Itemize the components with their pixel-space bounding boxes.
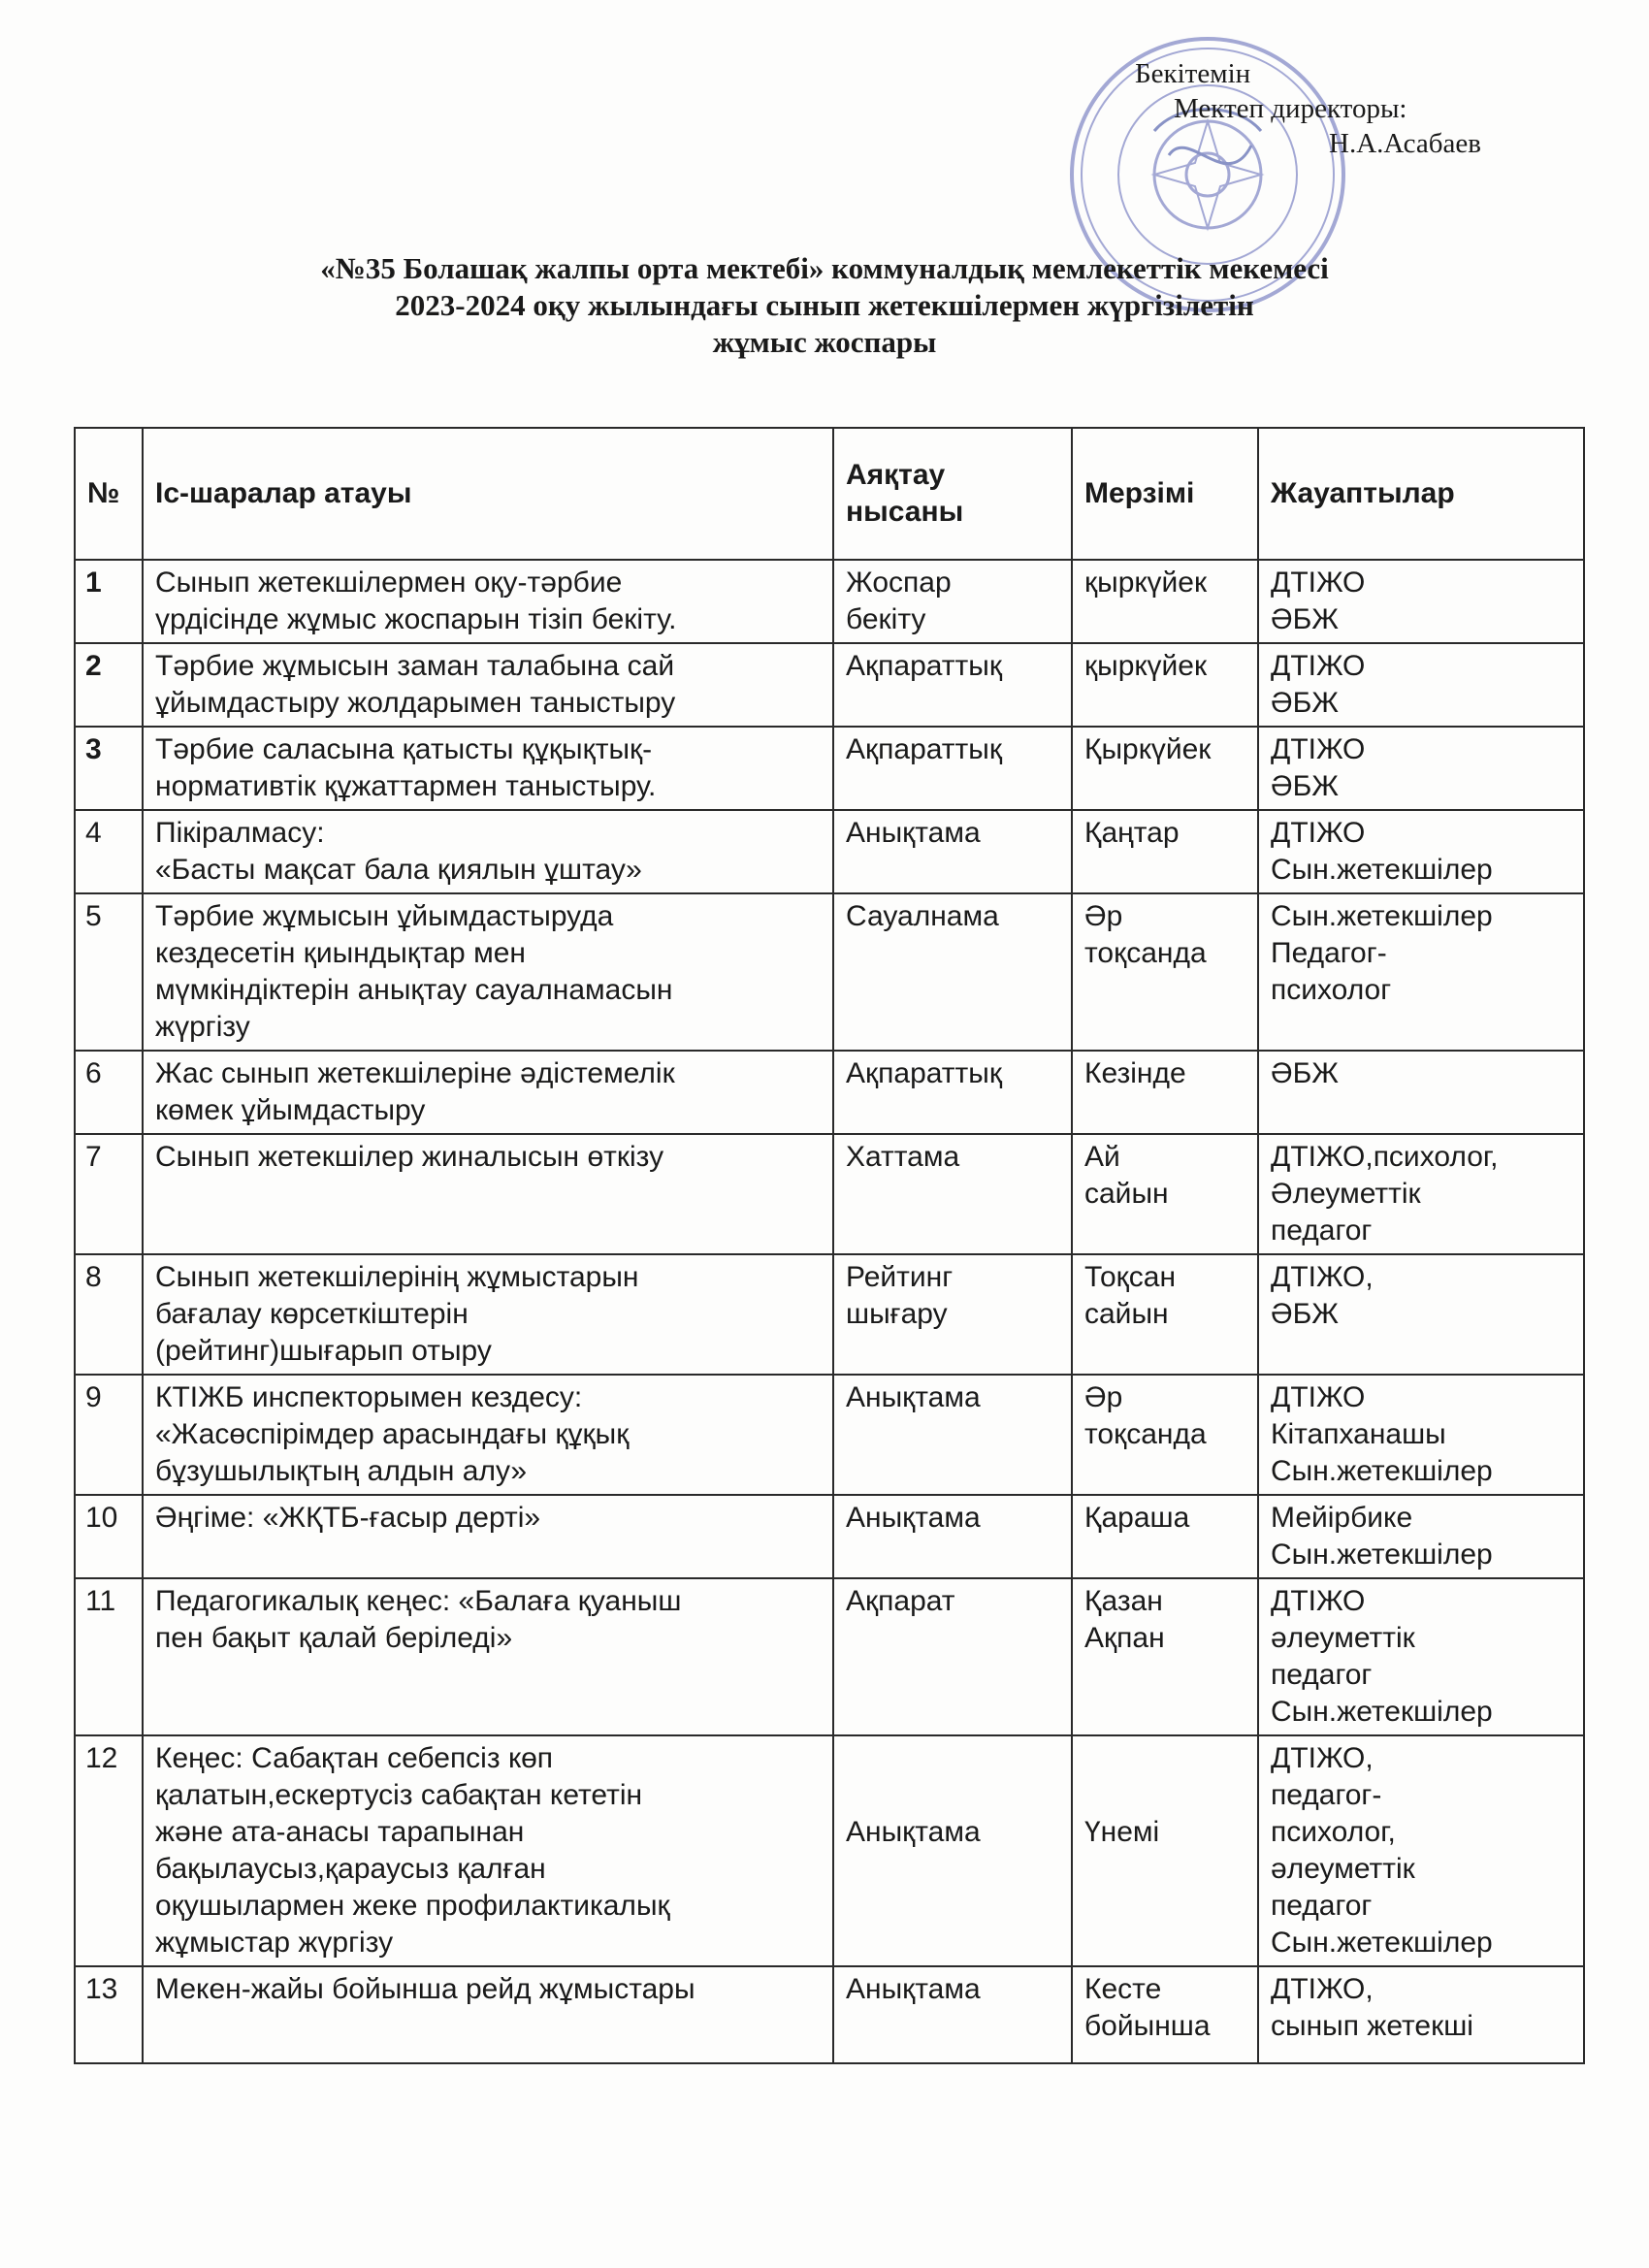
row-number: 6: [75, 1051, 143, 1134]
responsible-cell: [1258, 1051, 1584, 1134]
event-name-cell: [143, 1375, 833, 1495]
responsible-cell-line: Мейірбике: [1271, 1502, 1413, 1534]
term-cell: [1072, 1966, 1258, 2063]
completion-form-cell: [833, 1134, 1072, 1254]
row-number: 13: [75, 1966, 143, 2063]
term-cell: [1072, 1735, 1258, 1966]
term-cell-line: Ай: [1084, 1141, 1120, 1173]
header-responsible: Жауаптылар: [1258, 428, 1584, 560]
responsible-cell-line: ӘБЖ: [1271, 1298, 1339, 1330]
completion-form-cell: [833, 560, 1072, 643]
responsible-cell-line: ДТІЖО,: [1271, 1973, 1374, 2005]
header-completion-form-line: нысаны: [846, 496, 964, 528]
approval-approved-label: Бекітемін: [1135, 58, 1251, 89]
event-name-cell-line: (рейтинг)шығарып отыру: [155, 1335, 492, 1367]
completion-form-cell-line: Жоспар: [846, 567, 952, 599]
header-completion-form: [833, 428, 1072, 560]
responsible-cell-line: ДТІЖО: [1271, 733, 1366, 765]
responsible-cell-line: педагог: [1271, 1890, 1373, 1922]
work-plan-table: [74, 427, 1585, 2064]
responsible-cell: [1258, 643, 1584, 727]
completion-form-cell: [833, 1966, 1072, 2063]
responsible-cell-line: ДТІЖО,: [1271, 1261, 1374, 1293]
term-cell-line: Қаңтар: [1084, 817, 1180, 849]
responsible-cell-line: Сын.жетекшілер: [1271, 1696, 1493, 1728]
term-cell-line: қыркүйек: [1084, 650, 1208, 682]
event-name-cell: [143, 560, 833, 643]
table-row: [75, 1254, 1584, 1375]
event-name-cell: [143, 1051, 833, 1134]
event-name-cell: [143, 1495, 833, 1578]
document-title: [146, 250, 1504, 361]
term-cell-line: Қазан: [1084, 1585, 1163, 1617]
term-cell-line: Әр: [1084, 900, 1123, 932]
completion-form-cell-line: Ақпараттық: [846, 1057, 1002, 1089]
title-line-2: 2023-2024 оқу жылындағы сынып жетекшілермен жүргізілетін: [395, 288, 1254, 322]
event-name-cell-line: кездесетін қиындықтар мен: [155, 937, 526, 969]
event-name-cell-line: жүргізу: [155, 1011, 250, 1043]
table-row: [75, 1051, 1584, 1134]
table-row: [75, 1495, 1584, 1578]
responsible-cell: [1258, 810, 1584, 893]
responsible-cell: [1258, 1735, 1584, 1966]
responsible-cell-line: Педагог-: [1271, 937, 1387, 969]
responsible-cell-line: ДТІЖО,психолог,: [1271, 1141, 1499, 1173]
row-number: 1: [75, 560, 143, 643]
row-number: 8: [75, 1254, 143, 1375]
completion-form-cell-line: Ақпараттық: [846, 650, 1002, 682]
table-header-row: [75, 428, 1584, 560]
term-cell: [1072, 893, 1258, 1051]
event-name-cell-line: Сынып жетекшілермен оқу-тәрбие: [155, 567, 623, 599]
event-name-cell: [143, 1735, 833, 1966]
term-cell-line: Қараша: [1084, 1502, 1190, 1534]
completion-form-cell: [833, 1578, 1072, 1735]
event-name-cell-line: бақылаусыз,қараусыз қалған: [155, 1853, 546, 1885]
event-name-cell-line: Кеңес: Сабақтан себепсіз көп: [155, 1742, 553, 1774]
completion-form-cell: [833, 1735, 1072, 1966]
responsible-cell-line: Кітапханашы: [1271, 1418, 1446, 1450]
term-cell-line: бойынша: [1084, 2010, 1211, 2042]
table-row: [75, 810, 1584, 893]
completion-form-cell: [833, 1051, 1072, 1134]
responsible-cell: [1258, 1375, 1584, 1495]
table-row: [75, 1966, 1584, 2063]
event-name-cell-line: Сынып жетекшілер жиналысын өткізу: [155, 1141, 664, 1173]
event-name-cell-line: Тәрбие саласына қатысты құқықтық-: [155, 733, 653, 765]
completion-form-cell-line: Анықтама: [846, 1381, 981, 1413]
completion-form-cell: [833, 643, 1072, 727]
table-row: [75, 560, 1584, 643]
responsible-cell-line: Сын.жетекшілер: [1271, 900, 1493, 932]
term-cell: [1072, 1254, 1258, 1375]
event-name-cell-line: «Басты мақсат бала қиялын ұштау»: [155, 854, 642, 886]
table-row: [75, 893, 1584, 1051]
event-name-cell-line: Сынып жетекшілерінің жұмыстарын: [155, 1261, 639, 1293]
responsible-cell-line: ӘБЖ: [1271, 1057, 1339, 1089]
term-cell-line: Қыркүйек: [1084, 733, 1212, 765]
event-name-cell-line: Әңгіме: «ЖҚТБ-ғасыр дерті»: [155, 1502, 541, 1534]
responsible-cell-line: ӘБЖ: [1271, 687, 1339, 719]
completion-form-cell-line: шығару: [846, 1298, 948, 1330]
responsible-cell-line: ДТІЖО: [1271, 1381, 1366, 1413]
term-cell-line: қыркүйек: [1084, 567, 1208, 599]
table-row: [75, 643, 1584, 727]
event-name-cell-line: үрдісінде жұмыс жоспарын тізіп бекіту.: [155, 603, 677, 635]
responsible-cell-line: Сын.жетекшілер: [1271, 1927, 1493, 1959]
completion-form-cell-line: Анықтама: [846, 1502, 981, 1534]
responsible-cell-line: әлеуметтік: [1271, 1853, 1415, 1885]
table-row: [75, 1375, 1584, 1495]
completion-form-cell-line: Ақпарат: [846, 1585, 955, 1617]
row-number: 9: [75, 1375, 143, 1495]
row-number: 10: [75, 1495, 143, 1578]
row-number: 12: [75, 1735, 143, 1966]
responsible-cell: [1258, 1134, 1584, 1254]
term-cell-line: Кесте: [1084, 1973, 1162, 2005]
event-name-cell: [143, 893, 833, 1051]
title-line-3: жұмыс жоспары: [712, 325, 937, 359]
header-event-name: Іс-шаралар атауы: [143, 428, 833, 560]
term-cell: [1072, 1134, 1258, 1254]
event-name-cell-line: Тәрбие жұмысын заман талабына сай: [155, 650, 675, 682]
event-name-cell-line: Мекен-жайы бойынша рейд жұмыстары: [155, 1973, 695, 2005]
responsible-cell: [1258, 1495, 1584, 1578]
term-cell-line: [1084, 1777, 1247, 1814]
term-cell: [1072, 1495, 1258, 1578]
term-cell-line: [1084, 1740, 1247, 1777]
responsible-cell-line: ДТІЖО: [1271, 567, 1366, 599]
event-name-cell: [143, 727, 833, 810]
completion-form-cell: [833, 810, 1072, 893]
event-name-cell-line: пен бақыт қалай беріледі»: [155, 1622, 513, 1654]
responsible-cell-line: педагог-: [1271, 1779, 1382, 1811]
event-name-cell: [143, 643, 833, 727]
responsible-cell-line: ДТІЖО,: [1271, 1742, 1374, 1774]
row-number: 4: [75, 810, 143, 893]
approval-director-name: Н.А.Асабаев: [1329, 128, 1481, 159]
responsible-cell: [1258, 1254, 1584, 1375]
completion-form-cell-line: [846, 1777, 1061, 1814]
term-cell-line: Тоқсан: [1084, 1261, 1177, 1293]
completion-form-cell-line: Ақпараттық: [846, 733, 1002, 765]
row-number: 3: [75, 727, 143, 810]
event-name-cell-line: «Жасөспірімдер арасындағы құқық: [155, 1418, 630, 1450]
term-cell-line: Кезінде: [1084, 1057, 1186, 1089]
responsible-cell-line: ДТІЖО: [1271, 817, 1366, 849]
term-cell: [1072, 1375, 1258, 1495]
event-name-cell: [143, 1134, 833, 1254]
responsible-cell: [1258, 727, 1584, 810]
responsible-cell-line: сынып жетекші: [1271, 2010, 1473, 2042]
responsible-cell-line: ДТІЖО: [1271, 650, 1366, 682]
event-name-cell-line: Педагогикалық кеңес: «Балаға қуаныш: [155, 1585, 682, 1617]
responsible-cell: [1258, 1578, 1584, 1735]
term-cell-line: сайын: [1084, 1178, 1169, 1210]
event-name-cell-line: және ата-анасы тарапынан: [155, 1816, 525, 1848]
row-number: 11: [75, 1578, 143, 1735]
event-name-cell-line: Пікіралмасу:: [155, 817, 325, 849]
term-cell: [1072, 1051, 1258, 1134]
completion-form-cell-line: Рейтинг: [846, 1261, 954, 1293]
term-cell-line: тоқсанда: [1084, 1418, 1207, 1450]
completion-form-cell: [833, 727, 1072, 810]
term-cell: [1072, 727, 1258, 810]
event-name-cell-line: Тәрбие жұмысын ұйымдастыруда: [155, 900, 614, 932]
responsible-cell-line: ДТІЖО: [1271, 1585, 1366, 1617]
term-cell-line: сайын: [1084, 1298, 1169, 1330]
responsible-cell-line: психолог,: [1271, 1816, 1396, 1848]
row-number: 2: [75, 643, 143, 727]
event-name-cell: [143, 1578, 833, 1735]
header-number: №: [75, 428, 143, 560]
table-row: [75, 1134, 1584, 1254]
completion-form-cell: [833, 893, 1072, 1051]
responsible-cell-line: Сын.жетекшілер: [1271, 1539, 1493, 1571]
responsible-cell-line: педагог: [1271, 1215, 1373, 1247]
completion-form-cell-line: Хаттама: [846, 1141, 960, 1173]
responsible-cell-line: Әлеуметтік: [1271, 1178, 1421, 1210]
approval-block: [1135, 56, 1481, 161]
event-name-cell-line: КТІЖБ инспекторымен кездесу:: [155, 1381, 583, 1413]
completion-form-cell-line: [846, 1740, 1061, 1777]
event-name-cell-line: ұйымдастыру жолдарымен таныстыру: [155, 687, 676, 719]
responsible-cell: [1258, 560, 1584, 643]
completion-form-cell-line: Анықтама: [846, 817, 981, 849]
event-name-cell: [143, 810, 833, 893]
completion-form-cell-line: Сауалнама: [846, 900, 999, 932]
event-name-cell-line: қалатын,ескертусіз сабақтан кететін: [155, 1779, 643, 1811]
table-row: [75, 1578, 1584, 1735]
responsible-cell: [1258, 893, 1584, 1051]
responsible-cell-line: ӘБЖ: [1271, 770, 1339, 802]
responsible-cell: [1258, 1966, 1584, 2063]
event-name-cell-line: мүмкіндіктерін анықтау сауалнамасын: [155, 974, 673, 1006]
row-number: 7: [75, 1134, 143, 1254]
term-cell-line: Үнемі: [1084, 1816, 1160, 1848]
row-number: 5: [75, 893, 143, 1051]
event-name-cell-line: оқушылармен жеке профилактикалық: [155, 1890, 670, 1922]
term-cell: [1072, 810, 1258, 893]
event-name-cell-line: бағалау көрсеткіштерін: [155, 1298, 469, 1330]
completion-form-cell: [833, 1375, 1072, 1495]
event-name-cell-line: Жас сынып жетекшілеріне әдістемелік: [155, 1057, 675, 1089]
completion-form-cell-line: Анықтама: [846, 1816, 981, 1848]
responsible-cell-line: психолог: [1271, 974, 1392, 1006]
event-name-cell: [143, 1254, 833, 1375]
responsible-cell-line: Сын.жетекшілер: [1271, 854, 1493, 886]
event-name-cell-line: бұзушылықтың алдын алу»: [155, 1455, 527, 1487]
completion-form-cell: [833, 1254, 1072, 1375]
term-cell-line: Әр: [1084, 1381, 1123, 1413]
completion-form-cell-line: Анықтама: [846, 1973, 981, 2005]
approval-director-title: Мектеп директоры:: [1174, 93, 1407, 124]
event-name-cell-line: жұмыстар жүргізу: [155, 1927, 394, 1959]
completion-form-cell-line: бекіту: [846, 603, 926, 635]
event-name-cell-line: көмек ұйымдастыру: [155, 1094, 426, 1126]
event-name-cell-line: нормативтік құжаттармен таныстыру.: [155, 770, 657, 802]
header-term: Мерзімі: [1072, 428, 1258, 560]
term-cell-line: Ақпан: [1084, 1622, 1165, 1654]
title-line-1: «№35 Болашақ жалпы орта мектебі» коммуналдық мемлекеттік мекемесі: [320, 251, 1329, 285]
responsible-cell-line: ӘБЖ: [1271, 603, 1339, 635]
term-cell: [1072, 643, 1258, 727]
responsible-cell-line: әлеуметтік: [1271, 1622, 1415, 1654]
table-row: [75, 727, 1584, 810]
completion-form-cell: [833, 1495, 1072, 1578]
responsible-cell-line: педагог: [1271, 1659, 1373, 1691]
responsible-cell-line: Сын.жетекшілер: [1271, 1455, 1493, 1487]
term-cell-line: тоқсанда: [1084, 937, 1207, 969]
table-row: [75, 1735, 1584, 1966]
header-completion-form-line: Аяқтау: [846, 459, 946, 491]
term-cell: [1072, 560, 1258, 643]
event-name-cell: [143, 1966, 833, 2063]
term-cell: [1072, 1578, 1258, 1735]
